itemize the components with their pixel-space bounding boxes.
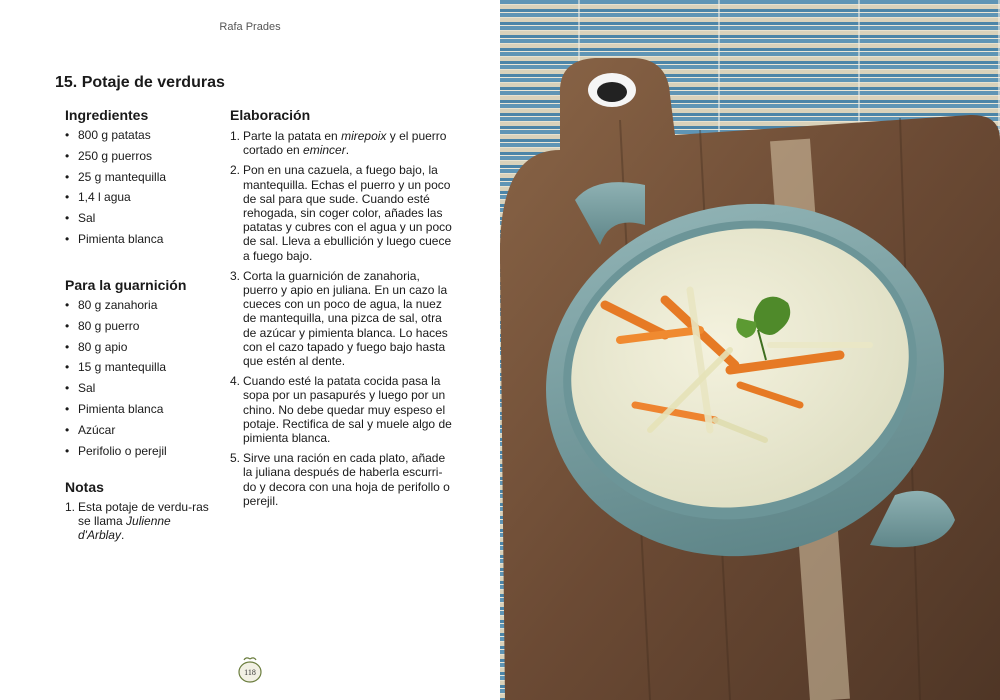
running-header: Rafa Prades [219, 21, 281, 33]
method-steps [230, 129, 455, 508]
list-item: • Perifolio o perejil [65, 444, 215, 458]
list-item: • Pimienta blanca [65, 232, 215, 246]
notes-list [65, 500, 215, 543]
list-item: • 80 g zanahoria [65, 298, 215, 312]
recipe-photo [500, 0, 1000, 700]
list-item: • Sal [65, 211, 215, 225]
list-item: • Pimienta blanca [65, 402, 215, 416]
list-item: • 15 g mantequilla [65, 360, 215, 374]
page-number: 118 [244, 668, 256, 677]
method-heading: Elaboración [230, 107, 311, 123]
list-item: • Sal [65, 381, 215, 395]
step-item: 1. Parte la patata en mirepoix y el puerro cortado en emincer. [230, 129, 447, 158]
step-item: 2. Pon en una cazuela, a fuego bajo, la mantequilla. Echas el puerro y un poco de sal para que sude. Cuando esté rehogada, sin coger color, añades las patatas y cubres con el agua y un poco de sal. Lleva a ebullición y luego cuece a fuego bajo. [230, 163, 452, 263]
step-item: 3. Corta la guarnición de zanahoria, puerro y apio en juliana. En un cazo la cueces con un poco de agua, la nuez de mantequilla, una pizca de sal, otra de azúcar y pimienta blanca. Lo haces con el cazo tapado y fuego bajo hasta que estén al dente. [230, 268, 448, 369]
step-item: 4. Cuando esté la patata cocida pasa la sopa por un pasapurés y luego por un chino. No debe quedar muy espeso el potaje. Rectifica de sal y muele algo de pimienta blanca. [230, 374, 452, 446]
page-number-emblem [235, 655, 265, 685]
notes-heading: Notas [65, 478, 104, 495]
list-item: • Azúcar [65, 423, 215, 437]
list-item: • 1,4 l agua [65, 190, 215, 204]
list-item: • 25 g mantequilla [65, 170, 215, 184]
recipe-title: 15. Potaje de verduras [55, 74, 225, 91]
ingredients-list [65, 128, 215, 246]
garnish-list [65, 298, 215, 458]
step-item: 5. Sirve una ración en cada plato, añade la juliana después de haberla escurri-do y decora con una hoja de perifollo o perejil. [230, 451, 450, 508]
list-item: • 250 g puerros [65, 149, 215, 163]
garnish-heading: Para la guarnición [65, 276, 187, 293]
list-item: • 80 g apio [65, 340, 215, 354]
ingredients-heading: Ingredientes [65, 107, 149, 123]
method-column [230, 107, 455, 514]
ingredients-column [65, 107, 215, 548]
list-item: • 80 g puerro [65, 319, 215, 333]
dish-illustration [500, 0, 1000, 700]
list-item: • 800 g patatas [65, 128, 215, 142]
note-item: 1. Esta potaje de verdu-ras se llama Julienne d'Arblay. [65, 499, 209, 542]
